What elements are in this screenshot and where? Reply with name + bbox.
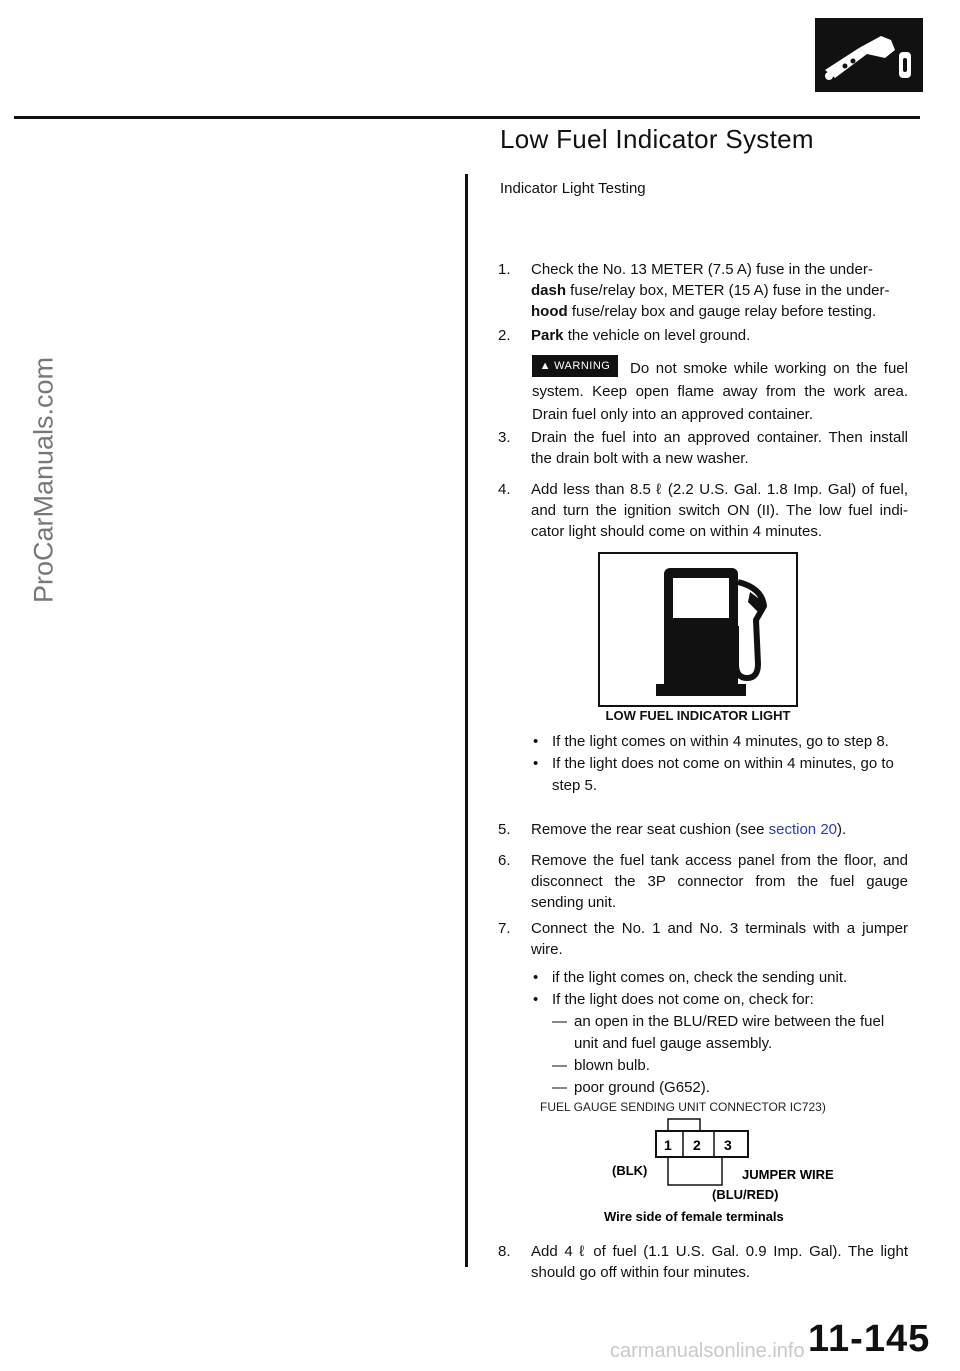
list-item: — an open in the BLU/RED wire between the fuel unit and fuel gauge assembly.	[552, 1013, 885, 1052]
view-label: Wire side of female terminals	[604, 1209, 784, 1224]
terminal-1: 1	[664, 1137, 672, 1153]
step-bold-word: hood	[531, 303, 568, 320]
step-text: the vehicle on level ground.	[563, 327, 751, 344]
margin-rule	[465, 174, 468, 1267]
page-title: Low Fuel Indicator System	[500, 124, 814, 154]
step-5	[498, 819, 908, 840]
list-item: • if the light comes on, check the sending unit.	[533, 969, 848, 986]
terminal-2: 2	[693, 1137, 701, 1153]
connector-caption: FUEL GAUGE SENDING UNIT CONNECTOR IC723)	[540, 1100, 826, 1114]
step-bold-word: Park	[531, 327, 564, 344]
step-number: 8.	[498, 1243, 511, 1260]
step-text: fuse/relay box and gauge relay before testing.	[567, 303, 877, 320]
section-link[interactable]: section 20	[768, 821, 838, 838]
warning-triangle-icon: ▲	[539, 360, 552, 372]
step-text: Remove the fuel tank access panel from the floor, and disconnect the 3P connector from the fuel gauge sending unit.	[531, 852, 908, 911]
wire-label-blk: (BLK)	[612, 1163, 648, 1178]
list-item: — blown bulb.	[552, 1057, 650, 1074]
step-2	[498, 325, 908, 346]
footer-watermark: carmanualsonline.info	[610, 1340, 805, 1362]
list-item: • If the light does not come on within 4 minutes, go to step 5.	[533, 755, 894, 794]
step-text: Connect the No. 1 and No. 3 terminals with a jumper wire.	[531, 920, 908, 958]
terminal-3: 3	[724, 1137, 732, 1153]
connector-diagram	[600, 1117, 860, 1250]
step-number: 7.	[498, 920, 511, 937]
step-text: Add 4 ℓ of fuel (1.1 U.S. Gal. 0.9 Imp. Gal). The light should go off within four minutes.	[531, 1243, 908, 1281]
bullet-list	[530, 967, 908, 1099]
step-1	[498, 259, 908, 322]
jumper-wire-label: JUMPER WIRE	[742, 1167, 834, 1182]
step-text: fuse/relay box, METER (15 A) fuse in the under-	[566, 282, 890, 299]
step-text: Add less than 8.5 ℓ (2.2 U.S. Gal. 1.8 Imp. Gal) of fuel, and turn the ignition switch ON (II). The low fuel indi-cator light should come on within 4 minutes.	[531, 481, 908, 540]
list-item: — poor ground (G652).	[552, 1079, 710, 1096]
step-text: Remove the rear seat cushion (see	[531, 821, 769, 838]
figure-caption: LOW FUEL INDICATOR LIGHT	[605, 708, 791, 723]
step-number: 5.	[498, 821, 511, 838]
step-text: Drain the fuel into an approved container. Then install the drain bolt with a new washer.	[531, 429, 908, 467]
step-4	[498, 479, 908, 542]
step-number: 3.	[498, 429, 511, 446]
step-text: ).	[837, 821, 847, 838]
step-8	[498, 1241, 908, 1283]
step-3	[498, 427, 908, 469]
step-number: 4.	[498, 481, 511, 498]
step-text: Check the No. 13 METER (7.5 A) fuse in the under-	[531, 261, 873, 278]
step-number: 1.	[498, 261, 511, 278]
step-bold-word: dash	[531, 282, 567, 299]
header-rule	[14, 116, 920, 119]
warning-text: Do not smoke while working on the fuel system. Keep open flame away from the work area. Drain fuel only into an approved container.	[532, 360, 908, 423]
section-subtitle: Indicator Light Testing	[500, 180, 646, 197]
list-item: • If the light comes on within 4 minutes, go to step 8.	[533, 733, 889, 750]
fuel-nozzle-icon	[815, 18, 923, 92]
step-number: 2.	[498, 327, 511, 344]
step-6	[498, 850, 908, 913]
warning-badge: ▲ WARNING	[532, 355, 618, 377]
bullet-list	[530, 731, 908, 797]
step-7	[498, 918, 908, 960]
wire-label-blu-red: (BLU/RED)	[712, 1187, 779, 1202]
fuel-pump-icon	[598, 552, 798, 707]
page-number: 11-145	[808, 1318, 931, 1360]
list-item: • If the light does not come on, check for:	[533, 991, 814, 1008]
step-number: 6.	[498, 852, 511, 869]
